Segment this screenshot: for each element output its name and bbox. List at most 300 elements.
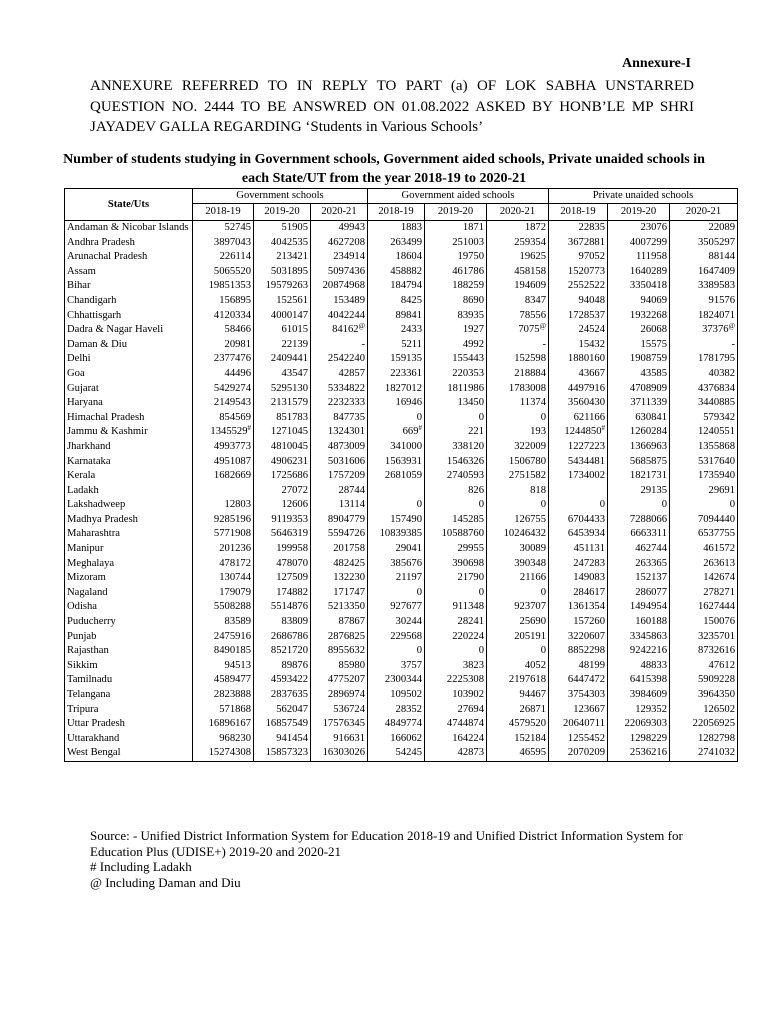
value-cell: 15274308 [193, 746, 254, 761]
value-cell: 12606 [254, 498, 311, 513]
footnote-marker: @ [728, 322, 736, 331]
value-cell: 2225308 [425, 673, 487, 688]
value-cell: 4992 [425, 338, 487, 353]
value-cell: 482425 [311, 557, 368, 572]
state-name: Kerala [65, 469, 193, 484]
value-cell: 1627444 [670, 600, 738, 615]
value-cell: 818 [487, 484, 549, 499]
value-cell: 24524 [549, 323, 608, 338]
value-cell: 1725686 [254, 469, 311, 484]
value-cell: 171747 [311, 586, 368, 601]
value-cell: 3672881 [549, 236, 608, 251]
table-row [65, 455, 738, 470]
value-cell: 22139 [254, 338, 311, 353]
value-cell: 5065520 [193, 265, 254, 280]
value-cell: 8490185 [193, 644, 254, 659]
state-name: Maharashtra [65, 527, 193, 542]
value-cell: 2896974 [311, 688, 368, 703]
state-name: Assam [65, 265, 193, 280]
value-cell: 10246432 [487, 527, 549, 542]
group-header-aided: Government aided schools [368, 189, 549, 204]
value-cell: 4873009 [311, 440, 368, 455]
table-row [65, 557, 738, 572]
value-cell: 48199 [549, 659, 608, 674]
value-cell: 78556 [487, 309, 549, 324]
value-cell: 4579520 [487, 717, 549, 732]
value-cell: 3220607 [549, 630, 608, 645]
value-cell: 52745 [193, 221, 254, 236]
value-cell: 17576345 [311, 717, 368, 732]
value-cell: 916631 [311, 732, 368, 747]
value-cell: 89841 [368, 309, 425, 324]
value-cell: 0 [425, 411, 487, 426]
value-cell: 3389583 [670, 279, 738, 294]
value-cell: 2740593 [425, 469, 487, 484]
value-cell: 18604 [368, 250, 425, 265]
value-cell: 630841 [608, 411, 670, 426]
value-cell: 2686786 [254, 630, 311, 645]
value-cell: 5429274 [193, 382, 254, 397]
value-cell: 1563931 [368, 455, 425, 470]
value-cell: 0 [670, 498, 738, 513]
value-cell: 5909228 [670, 673, 738, 688]
value-cell: 156895 [193, 294, 254, 309]
table-row [65, 498, 738, 513]
value-cell: 2232333 [311, 396, 368, 411]
value-cell: 562047 [254, 703, 311, 718]
value-cell: 157490 [368, 513, 425, 528]
table-row [65, 527, 738, 542]
value-cell: 4951087 [193, 455, 254, 470]
value-cell: 21166 [487, 571, 549, 586]
footnote-marker: # [418, 424, 422, 433]
value-cell: 48833 [608, 659, 670, 674]
value-cell: 1824071 [670, 309, 738, 324]
value-cell: 3823 [425, 659, 487, 674]
value-cell: 259354 [487, 236, 549, 251]
group-header-government: Government schools [193, 189, 368, 204]
value-cell: 847735 [311, 411, 368, 426]
value-cell: 220224 [425, 630, 487, 645]
value-cell: 152184 [487, 732, 549, 747]
value-cell: 0 [425, 498, 487, 513]
state-name: Haryana [65, 396, 193, 411]
value-cell: 1324301 [311, 425, 368, 440]
value-cell: 1520773 [549, 265, 608, 280]
value-cell: 2377476 [193, 352, 254, 367]
footnote-marker: # [247, 424, 251, 433]
value-cell: 1871 [425, 221, 487, 236]
value-cell: 1355868 [670, 440, 738, 455]
value-cell: 7288066 [608, 513, 670, 528]
value-cell: 13114 [311, 498, 368, 513]
value-cell: 218884 [487, 367, 549, 382]
table-row [65, 411, 738, 426]
value-cell: 263499 [368, 236, 425, 251]
value-cell: 0 [549, 498, 608, 513]
value-cell: 3235701 [670, 630, 738, 645]
value-cell: 0 [608, 498, 670, 513]
value-cell: 103902 [425, 688, 487, 703]
value-cell: 1883 [368, 221, 425, 236]
value-cell: 123667 [549, 703, 608, 718]
table-row [65, 644, 738, 659]
value-cell: 43667 [549, 367, 608, 382]
value-cell: 157260 [549, 615, 608, 630]
value-cell: 94048 [549, 294, 608, 309]
value-cell: 109502 [368, 688, 425, 703]
value-cell: 1811986 [425, 382, 487, 397]
value-cell: 284617 [549, 586, 608, 601]
value-cell: 21197 [368, 571, 425, 586]
table-row [65, 352, 738, 367]
value-cell: 132230 [311, 571, 368, 586]
value-cell: 2197618 [487, 673, 549, 688]
state-name: Rajasthan [65, 644, 193, 659]
table-row [65, 309, 738, 324]
value-cell: 226114 [193, 250, 254, 265]
value-cell: 451131 [549, 542, 608, 557]
value-cell: 5097436 [311, 265, 368, 280]
value-cell: 22069303 [608, 717, 670, 732]
value-cell: 127509 [254, 571, 311, 586]
value-cell: 15857323 [254, 746, 311, 761]
value-cell: 1271045 [254, 425, 311, 440]
value-cell: 4376834 [670, 382, 738, 397]
table-row [65, 703, 738, 718]
value-cell: 4810045 [254, 440, 311, 455]
table-row [65, 659, 738, 674]
value-cell: 152561 [254, 294, 311, 309]
value-cell: 8852298 [549, 644, 608, 659]
value-cell: 263365 [608, 557, 670, 572]
value-cell: 28352 [368, 703, 425, 718]
value-cell: 1282798 [670, 732, 738, 747]
value-cell: 29135 [608, 484, 670, 499]
value-cell: 84162@ [311, 323, 368, 338]
table-row [65, 425, 738, 440]
value-cell: 61015 [254, 323, 311, 338]
year-header: 2018-19 [368, 204, 425, 221]
value-cell: 4497916 [549, 382, 608, 397]
state-name: Gujarat [65, 382, 193, 397]
value-cell: 247283 [549, 557, 608, 572]
value-cell: - [670, 338, 738, 353]
value-cell: 27694 [425, 703, 487, 718]
value-cell: 0 [425, 644, 487, 659]
value-cell: 263613 [670, 557, 738, 572]
state-name: Daman & Diu [65, 338, 193, 353]
value-cell: 20640711 [549, 717, 608, 732]
value-cell: 1494954 [608, 600, 670, 615]
table-row [65, 688, 738, 703]
value-cell: 88144 [670, 250, 738, 265]
value-cell: 15432 [549, 338, 608, 353]
value-cell: 669# [368, 425, 425, 440]
value-cell: 278271 [670, 586, 738, 601]
value-cell: 5295130 [254, 382, 311, 397]
value-cell: 579342 [670, 411, 738, 426]
value-cell: 30089 [487, 542, 549, 557]
table-row [65, 673, 738, 688]
value-cell: 51905 [254, 221, 311, 236]
state-name: Punjab [65, 630, 193, 645]
state-name: Mizoram [65, 571, 193, 586]
state-name: Nagaland [65, 586, 193, 601]
value-cell: 47612 [670, 659, 738, 674]
value-cell: 286077 [608, 586, 670, 601]
value-cell: 3754303 [549, 688, 608, 703]
value-cell: 27072 [254, 484, 311, 499]
value-cell: 2149543 [193, 396, 254, 411]
value-cell: 1908759 [608, 352, 670, 367]
state-name: Puducherry [65, 615, 193, 630]
value-cell: 20981 [193, 338, 254, 353]
value-cell: 2681059 [368, 469, 425, 484]
value-cell: 6663311 [608, 527, 670, 542]
value-cell: 205191 [487, 630, 549, 645]
value-cell: 1506780 [487, 455, 549, 470]
value-cell: 621166 [549, 411, 608, 426]
value-cell: 4849774 [368, 717, 425, 732]
state-name: Sikkim [65, 659, 193, 674]
value-cell: 4052 [487, 659, 549, 674]
value-cell: 234914 [311, 250, 368, 265]
table-row [65, 323, 738, 338]
value-cell: 0 [368, 498, 425, 513]
value-cell: 23076 [608, 221, 670, 236]
value-cell: 213421 [254, 250, 311, 265]
state-name: Chhattisgarh [65, 309, 193, 324]
value-cell: 2823888 [193, 688, 254, 703]
value-cell: 28744 [311, 484, 368, 499]
year-header: 2020-21 [487, 204, 549, 221]
year-header: 2018-19 [549, 204, 608, 221]
value-cell: 153489 [311, 294, 368, 309]
table-row [65, 382, 738, 397]
value-cell: 1546326 [425, 455, 487, 470]
value-cell: 0 [368, 411, 425, 426]
value-cell: 2475916 [193, 630, 254, 645]
value-cell: 458158 [487, 265, 549, 280]
value-cell: 54245 [368, 746, 425, 761]
table-row [65, 396, 738, 411]
value-cell: 42873 [425, 746, 487, 761]
value-cell: 83809 [254, 615, 311, 630]
value-cell: 4000147 [254, 309, 311, 324]
value-cell: 4042244 [311, 309, 368, 324]
value-cell: 2070209 [549, 746, 608, 761]
value-cell: 2300344 [368, 673, 425, 688]
state-name: Lakshadweep [65, 498, 193, 513]
value-cell: 923707 [487, 600, 549, 615]
intro-paragraph: ANNEXURE REFERRED TO IN REPLY TO PART (a) OF LOK SABHA UNSTARRED QUESTION NO. 2444 TO BE ANSWRED ON 01.08.2022 ASKED BY HONB’LE MP SHRI JAYADEV GALLA REGARDING ‘Students in Various Schools’ [90, 78, 694, 135]
value-cell: 194609 [487, 279, 549, 294]
value-cell: 1260284 [608, 425, 670, 440]
value-cell: 155443 [425, 352, 487, 367]
year-header: 2018-19 [193, 204, 254, 221]
value-cell: 4775207 [311, 673, 368, 688]
value-cell: 13450 [425, 396, 487, 411]
value-cell: 2741032 [670, 746, 738, 761]
value-cell: 8690 [425, 294, 487, 309]
value-cell: 201758 [311, 542, 368, 557]
value-cell: 43585 [608, 367, 670, 382]
value-cell: 7094440 [670, 513, 738, 528]
students-table [64, 188, 738, 762]
value-cell: 2751582 [487, 469, 549, 484]
value-cell: 43547 [254, 367, 311, 382]
value-cell: 4906231 [254, 455, 311, 470]
value-cell: 0 [368, 586, 425, 601]
table-row [65, 236, 738, 251]
value-cell: 3505297 [670, 236, 738, 251]
table-row [65, 265, 738, 280]
value-cell: 5685875 [608, 455, 670, 470]
value-cell: 8521720 [254, 644, 311, 659]
value-cell: 16857549 [254, 717, 311, 732]
state-name: Karnataka [65, 455, 193, 470]
value-cell: 184794 [368, 279, 425, 294]
value-cell: 2542240 [311, 352, 368, 367]
value-cell: 2409441 [254, 352, 311, 367]
state-name: West Bengal [65, 746, 193, 761]
value-cell: 166062 [368, 732, 425, 747]
value-cell: 29691 [670, 484, 738, 499]
value-cell: 152598 [487, 352, 549, 367]
value-cell: 11374 [487, 396, 549, 411]
value-cell: 478070 [254, 557, 311, 572]
value-cell: 21790 [425, 571, 487, 586]
value-cell: 12803 [193, 498, 254, 513]
state-column-header: State/Uts [65, 189, 193, 221]
value-cell: 16946 [368, 396, 425, 411]
table-row [65, 250, 738, 265]
value-cell: 94513 [193, 659, 254, 674]
value-cell: 29955 [425, 542, 487, 557]
value-cell: 0 [487, 498, 549, 513]
table-row [65, 542, 738, 557]
value-cell: 19579263 [254, 279, 311, 294]
value-cell: 223361 [368, 367, 425, 382]
value-cell: 4627208 [311, 236, 368, 251]
value-cell: 6453934 [549, 527, 608, 542]
value-cell: 390348 [487, 557, 549, 572]
value-cell: - [487, 338, 549, 353]
value-cell: 0 [487, 411, 549, 426]
value-cell: 83935 [425, 309, 487, 324]
value-cell: 5508288 [193, 600, 254, 615]
value-cell: 4744874 [425, 717, 487, 732]
table-row [65, 600, 738, 615]
value-cell: 2536216 [608, 746, 670, 761]
value-cell: 2837635 [254, 688, 311, 703]
value-cell: 201236 [193, 542, 254, 557]
value-cell: 3350418 [608, 279, 670, 294]
table-row [65, 484, 738, 499]
value-cell: 322009 [487, 440, 549, 455]
value-cell: 1366963 [608, 440, 670, 455]
value-cell: 85980 [311, 659, 368, 674]
value-cell: 1734002 [549, 469, 608, 484]
value-cell: 42857 [311, 367, 368, 382]
table-row [65, 279, 738, 294]
value-cell: 1244850# [549, 425, 608, 440]
value-cell: 16303026 [311, 746, 368, 761]
value-cell: 164224 [425, 732, 487, 747]
table-row [65, 367, 738, 382]
value-cell: 97052 [549, 250, 608, 265]
value-cell: 4007299 [608, 236, 670, 251]
value-cell: 461572 [670, 542, 738, 557]
value-cell: 0 [487, 586, 549, 601]
value-cell: 5594726 [311, 527, 368, 542]
value-cell: 1298229 [608, 732, 670, 747]
value-cell: 1227223 [549, 440, 608, 455]
value-cell: 1640289 [608, 265, 670, 280]
year-header: 2020-21 [670, 204, 738, 221]
value-cell: 1240551 [670, 425, 738, 440]
footnote-marker: @ [358, 322, 365, 331]
value-cell: 2876825 [311, 630, 368, 645]
value-cell: 150076 [670, 615, 738, 630]
value-cell: 142674 [670, 571, 738, 586]
year-header: 2020-21 [311, 204, 368, 221]
state-name: Himachal Pradesh [65, 411, 193, 426]
value-cell: 6704433 [549, 513, 608, 528]
state-name: Andhra Pradesh [65, 236, 193, 251]
table-row [65, 630, 738, 645]
year-header: 2019-20 [254, 204, 311, 221]
state-name: Odisha [65, 600, 193, 615]
value-cell: 46595 [487, 746, 549, 761]
value-cell: 3711339 [608, 396, 670, 411]
value-cell: 536724 [311, 703, 368, 718]
value-cell: 941454 [254, 732, 311, 747]
table-row [65, 746, 738, 761]
value-cell: 4993773 [193, 440, 254, 455]
state-name: Goa [65, 367, 193, 382]
value-cell: 8425 [368, 294, 425, 309]
value-cell: 94069 [608, 294, 670, 309]
value-cell: 174882 [254, 586, 311, 601]
value-cell: 9242216 [608, 644, 670, 659]
value-cell: 1781795 [670, 352, 738, 367]
value-cell: 1682669 [193, 469, 254, 484]
value-cell: 44496 [193, 367, 254, 382]
value-cell: 5031606 [311, 455, 368, 470]
value-cell: 26871 [487, 703, 549, 718]
state-name: Ladakh [65, 484, 193, 499]
value-cell: 4589477 [193, 673, 254, 688]
value-cell: 221 [425, 425, 487, 440]
value-cell: 37376@ [670, 323, 738, 338]
state-name: Uttar Pradesh [65, 717, 193, 732]
year-header: 2019-20 [425, 204, 487, 221]
value-cell: 968230 [193, 732, 254, 747]
value-cell: 478172 [193, 557, 254, 572]
value-cell: 1757209 [311, 469, 368, 484]
value-cell: 8347 [487, 294, 549, 309]
value-cell: 3964350 [670, 688, 738, 703]
value-cell: 8732616 [670, 644, 738, 659]
state-name: Chandigarh [65, 294, 193, 309]
value-cell [549, 484, 608, 499]
value-cell: 19851353 [193, 279, 254, 294]
table-row [65, 294, 738, 309]
value-cell: 111958 [608, 250, 670, 265]
value-cell: 5771908 [193, 527, 254, 542]
